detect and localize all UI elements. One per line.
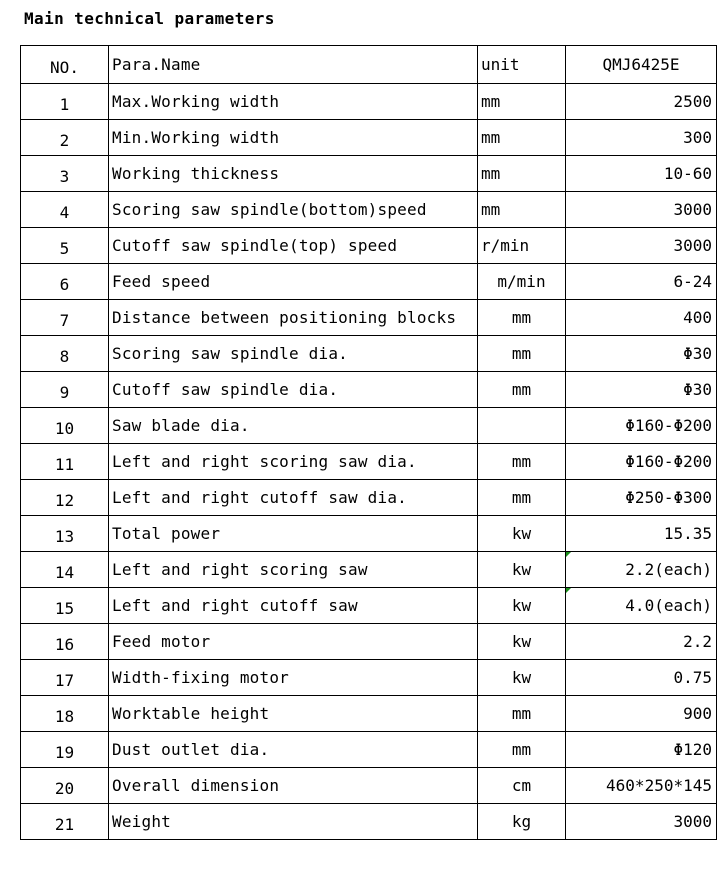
parameters-table xyxy=(20,45,717,840)
table-row xyxy=(21,804,717,840)
cell-unit: mm xyxy=(478,372,566,408)
table-row xyxy=(21,156,717,192)
cell-value: 3000 xyxy=(566,804,717,840)
cell-no: 3 xyxy=(21,156,109,192)
cell-no: 13 xyxy=(21,516,109,552)
table-row xyxy=(21,336,717,372)
cell-value: 4.0(each) xyxy=(566,588,717,624)
header-unit: unit xyxy=(478,46,566,84)
cell-no: 1 xyxy=(21,84,109,120)
cell-value: 300 xyxy=(566,120,717,156)
table-row xyxy=(21,372,717,408)
cell-value: Φ160-Φ200 xyxy=(566,408,717,444)
table-row xyxy=(21,84,717,120)
table-row xyxy=(21,660,717,696)
cell-value: 6-24 xyxy=(566,264,717,300)
cell-no: 17 xyxy=(21,660,109,696)
cell-unit: mm xyxy=(478,444,566,480)
cell-name: Feed speed xyxy=(109,264,478,300)
cell-value: 400 xyxy=(566,300,717,336)
cell-name: Weight xyxy=(109,804,478,840)
table-row xyxy=(21,552,717,588)
cell-unit: mm xyxy=(478,696,566,732)
cell-unit: kw xyxy=(478,552,566,588)
cell-name: Left and right cutoff saw xyxy=(109,588,478,624)
cell-value: 2500 xyxy=(566,84,717,120)
cell-name: Left and right cutoff saw dia. xyxy=(109,480,478,516)
table-row xyxy=(21,228,717,264)
cell-name: Overall dimension xyxy=(109,768,478,804)
table-row xyxy=(21,300,717,336)
cell-value: 15.35 xyxy=(566,516,717,552)
cell-unit: cm xyxy=(478,768,566,804)
cell-value: Φ30 xyxy=(566,372,717,408)
cell-name: Left and right scoring saw xyxy=(109,552,478,588)
cell-unit: kw xyxy=(478,516,566,552)
cell-no: 18 xyxy=(21,696,109,732)
cell-name: Width-fixing motor xyxy=(109,660,478,696)
table-row xyxy=(21,624,717,660)
cell-value: Φ120 xyxy=(566,732,717,768)
cell-unit: mm xyxy=(478,300,566,336)
cell-no: 15 xyxy=(21,588,109,624)
cell-unit: mm xyxy=(478,120,566,156)
cell-name: Cutoff saw spindle(top) speed xyxy=(109,228,478,264)
cell-value: 0.75 xyxy=(566,660,717,696)
table-header-row xyxy=(21,46,717,84)
cell-unit: kw xyxy=(478,588,566,624)
cell-unit: mm xyxy=(478,480,566,516)
cell-value: 10-60 xyxy=(566,156,717,192)
cell-no: 8 xyxy=(21,336,109,372)
cell-value: Φ160-Φ200 xyxy=(566,444,717,480)
cell-name: Saw blade dia. xyxy=(109,408,478,444)
table-row xyxy=(21,444,717,480)
table-row xyxy=(21,588,717,624)
cell-no: 9 xyxy=(21,372,109,408)
cell-name: Worktable height xyxy=(109,696,478,732)
table-row xyxy=(21,696,717,732)
cell-name: Total power xyxy=(109,516,478,552)
table-row xyxy=(21,264,717,300)
header-name: Para.Name xyxy=(109,46,478,84)
cell-name: Scoring saw spindle dia. xyxy=(109,336,478,372)
cell-name: Working thickness xyxy=(109,156,478,192)
cell-value: 460*250*145 xyxy=(566,768,717,804)
cell-no: 12 xyxy=(21,480,109,516)
cell-value: 3000 xyxy=(566,228,717,264)
table-row xyxy=(21,120,717,156)
cell-no: 21 xyxy=(21,804,109,840)
cell-no: 14 xyxy=(21,552,109,588)
cell-name: Min.Working width xyxy=(109,120,478,156)
cell-no: 7 xyxy=(21,300,109,336)
cell-unit: mm xyxy=(478,84,566,120)
cell-no: 16 xyxy=(21,624,109,660)
table-row xyxy=(21,408,717,444)
cell-value: Φ250-Φ300 xyxy=(566,480,717,516)
table-row xyxy=(21,768,717,804)
cell-unit: kg xyxy=(478,804,566,840)
cell-unit: mm xyxy=(478,156,566,192)
cell-unit: r/min xyxy=(478,228,566,264)
cell-unit: mm xyxy=(478,336,566,372)
cell-value: 3000 xyxy=(566,192,717,228)
cell-unit: kw xyxy=(478,660,566,696)
cell-name: Distance between positioning blocks xyxy=(109,300,478,336)
table-row xyxy=(21,480,717,516)
cell-value: 2.2 xyxy=(566,624,717,660)
cell-name: Feed motor xyxy=(109,624,478,660)
cell-no: 6 xyxy=(21,264,109,300)
cell-no: 19 xyxy=(21,732,109,768)
cell-unit xyxy=(478,408,566,444)
cell-unit: m/min xyxy=(478,264,566,300)
cell-no: 11 xyxy=(21,444,109,480)
cell-value: 2.2(each) xyxy=(566,552,717,588)
cell-no: 4 xyxy=(21,192,109,228)
cell-no: 20 xyxy=(21,768,109,804)
table-row xyxy=(21,516,717,552)
table-row xyxy=(21,192,717,228)
header-no: NO. xyxy=(21,46,109,84)
table-row xyxy=(21,732,717,768)
cell-unit: kw xyxy=(478,624,566,660)
cell-name: Cutoff saw spindle dia. xyxy=(109,372,478,408)
cell-value: 900 xyxy=(566,696,717,732)
cell-no: 2 xyxy=(21,120,109,156)
cell-unit: mm xyxy=(478,192,566,228)
cell-name: Dust outlet dia. xyxy=(109,732,478,768)
cell-no: 5 xyxy=(21,228,109,264)
cell-name: Max.Working width xyxy=(109,84,478,120)
cell-value: Φ30 xyxy=(566,336,717,372)
cell-name: Left and right scoring saw dia. xyxy=(109,444,478,480)
cell-no: 10 xyxy=(21,408,109,444)
cell-unit: mm xyxy=(478,732,566,768)
cell-name: Scoring saw spindle(bottom)speed xyxy=(109,192,478,228)
page-title: Main technical parameters xyxy=(24,9,275,28)
header-model: QMJ6425E xyxy=(566,46,717,84)
